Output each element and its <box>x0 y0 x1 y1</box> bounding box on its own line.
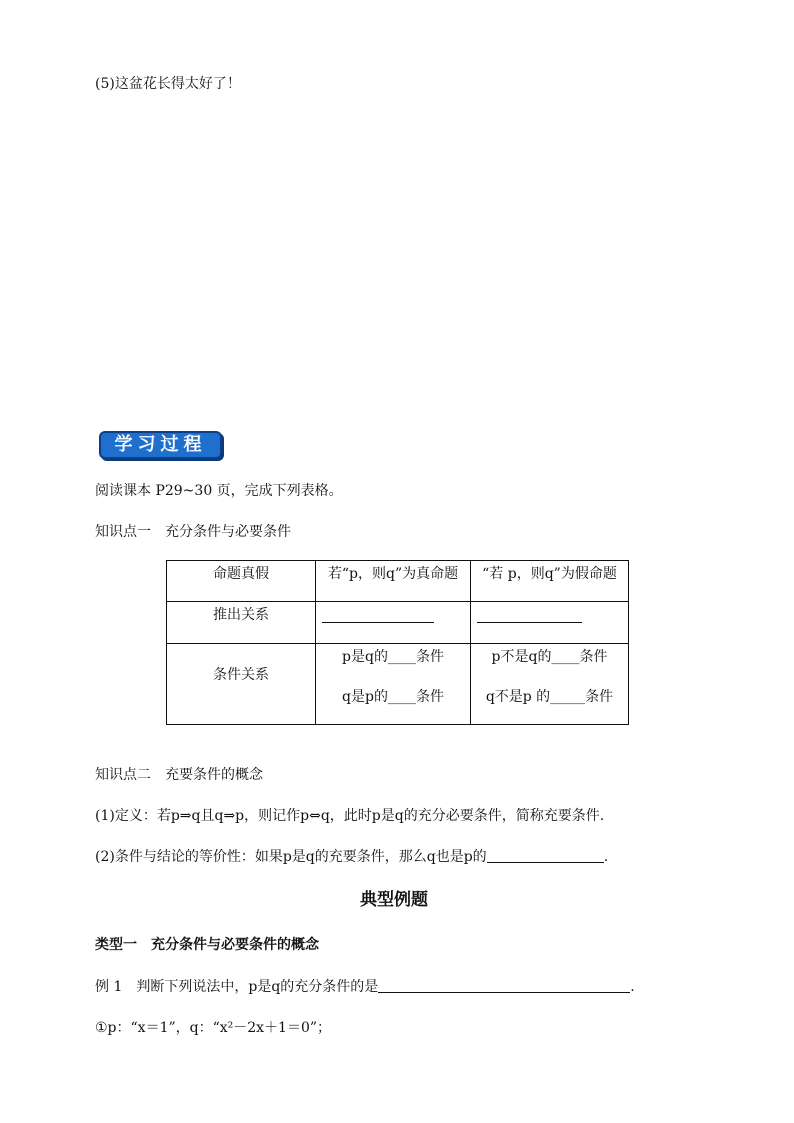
definition-line: (1)定义：若p⇒q且q⇒p，则记作p⇔q，此时p是q的充分必要条件，简称充要条件. <box>95 808 605 824</box>
condition-false-line-2: q不是p 的_____条件 <box>485 689 614 705</box>
condition-false-line-1: p不是q的____条件 <box>491 649 608 665</box>
equivalence-line: (2)条件与结论的等价性：如果p是q的充要条件，那么q也是p的 . <box>95 849 609 865</box>
inference-blank-false <box>471 602 629 644</box>
typical-examples-heading: 典型例题 <box>360 890 428 910</box>
example-1-blank <box>378 978 630 993</box>
example-1-prompt: 例 1 判断下列说法中，p是q的充分条件的是 . <box>95 979 635 995</box>
question-item-5: (5)这盆花长得太好了！ <box>95 76 241 92</box>
equivalence-blank <box>487 848 604 863</box>
row-label-condition: 条件关系 <box>167 644 316 725</box>
condition-table <box>166 560 629 725</box>
inference-blank-true <box>316 602 471 644</box>
table-header-truth: 命题真假 <box>167 561 316 602</box>
table-header-true-proposition: 若“p，则q”为真命题 <box>316 561 471 602</box>
condition-cell-true <box>316 644 471 725</box>
condition-cell-false <box>471 644 629 725</box>
condition-true-line-1: p是q的____条件 <box>342 649 444 665</box>
example-1-item-1: ①p：“x＝1”，q：“x²－2x＋1＝0”； <box>95 1020 332 1036</box>
type-1-heading: 类型一 充分条件与必要条件的概念 <box>95 937 319 953</box>
knowledge-point-1-title: 知识点一 充分条件与必要条件 <box>95 524 291 540</box>
row-label-inference: 推出关系 <box>167 602 316 644</box>
knowledge-point-2-title: 知识点二 充要条件的概念 <box>95 767 263 783</box>
reading-instruction: 阅读课本 P29~30 页，完成下列表格。 <box>95 483 343 499</box>
table-header-false-proposition: “若 p，则q”为假命题 <box>471 561 629 602</box>
condition-true-line-2: q是p的____条件 <box>342 689 444 705</box>
section-badge-learning-process: 学习过程 <box>99 431 222 459</box>
